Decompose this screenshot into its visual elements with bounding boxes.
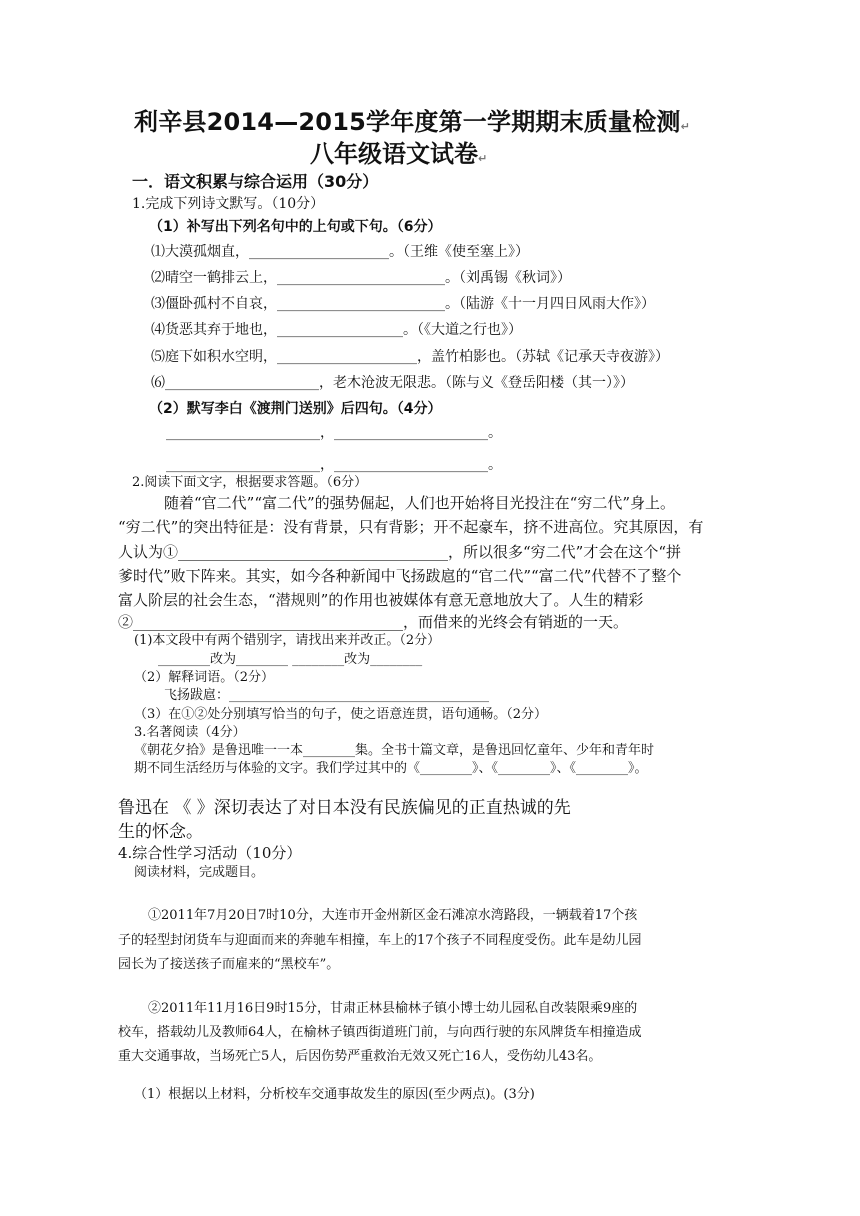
q4-material2-line-2: 校车，搭载幼儿及教师64人，在榆林子镇西街道班门前，与向西行驶的东风牌货车相撞造成 bbox=[118, 1025, 642, 1040]
q3-line-2: 期不同生活经历与体验的文字。我们学过其中的《________》、《________》、《________》。 bbox=[134, 761, 648, 776]
q2-heading: 2.阅读下面文字，根据要求答题。（6分） bbox=[132, 475, 368, 490]
q1-line-1: ⑴大漠孤烟直，____________________。（王维《使至塞上》） bbox=[151, 244, 529, 260]
q2-para-line-1: 随着“官二代”“富二代”的强势倔起，人们也开始将目光投注在“穷二代”身上。 bbox=[164, 494, 676, 512]
q2-para-line-6: ②____________________________________，而借来的光终会有销逝的一天。 bbox=[118, 613, 629, 631]
q2-para-line-2: “穷二代”的突出特征是：没有背景，只有背影；开不起豪车，挤不进高位。究其原因，有 bbox=[118, 518, 704, 536]
section1-heading: 一．语文积累与综合运用（30分） bbox=[132, 172, 379, 191]
q2-s3: （3）在①②处分别填写恰当的句子，使之语意连贯，语句通畅。（2分） bbox=[134, 707, 548, 722]
q4-intro: 阅读材料，完成题目。 bbox=[134, 865, 265, 880]
q1-heading: 1.完成下列诗文默写。（10分） bbox=[132, 196, 325, 212]
q1-line-4: ⑷货恶其弃于地也，__________________。（《大道之行也》） bbox=[151, 322, 522, 338]
title-line1: 利辛县2014—2015学年度第一学期期末质量检测 bbox=[134, 108, 681, 136]
q2-para-line-5: 富人阶层的社会生态，“潜规则”的作用也被媒体有意无意地放大了。人生的精彩 bbox=[118, 591, 644, 609]
q3-line-3: 鲁迅在 《 》深切表达了对日本没有民族偏见的正直热诚的先 bbox=[118, 798, 571, 818]
exam-subtitle bbox=[310, 142, 487, 166]
q4-material1-line-1: ①2011年7月20日7时10分，大连市开金州新区金石滩凉水湾路段，一辆载着17个孩 bbox=[148, 908, 638, 923]
q4-material2-line-1: ②2011年11月16日9时15分，甘肃正林县榆林子镇小博士幼儿园私自改装限乘9座的 bbox=[148, 1001, 638, 1016]
q1-line-5: ⑸庭下如积水空明，____________________，盖竹柏影也。（苏轼《记承天寺夜游》） bbox=[151, 349, 669, 365]
paragraph-mark-icon: ↵ bbox=[478, 152, 488, 165]
exam-title bbox=[134, 110, 690, 134]
q1-blank-line-2: ______________________，______________________。 bbox=[166, 457, 502, 473]
q4-heading: 4.综合性学习活动（10分） bbox=[118, 844, 302, 862]
q4-material2-line-3: 重大交通事故，当场死亡5人，后因伤势严重救治无效又死亡16人，受伤幼儿43名。 bbox=[118, 1049, 602, 1064]
q4-material1-line-2: 子的轻型封闭货车与迎面而来的奔驰车相撞，车上的17个孩子不同程度受伤。此车是幼儿园 bbox=[118, 933, 642, 948]
q1-sub1: （1）补写出下列名句中的上句或下句。（6分） bbox=[149, 219, 442, 235]
q1-blank-line-1: ______________________，______________________。 bbox=[166, 425, 502, 441]
q3-heading: 3.名著阅读（4分） bbox=[134, 725, 246, 740]
q2-s1-blanks: ________改为________ ________改为________ bbox=[158, 652, 423, 667]
q1-line-2: ⑵晴空一鹤排云上，________________________。（刘禹锡《秋词》） bbox=[151, 270, 571, 286]
q1-sub2: （2）默写李白《渡荆门送别》后四句。（4分） bbox=[149, 401, 442, 417]
q2-s1: (1)本文段中有两个错别字，请找出来并改正。（2分） bbox=[134, 633, 441, 648]
q3-line-1: 《朝花夕拾》是鲁迅唯一一本________集。全书十篇文章，是鲁迅回忆童年、少年和青年时 bbox=[134, 743, 655, 758]
q1-line-6: ⑹______________________，老木沧波无限悲。（陈与义《登岳阳楼（其一）》） bbox=[151, 375, 634, 391]
q4-sub1: （1）根据以上材料，分析校车交通事故发生的原因(至少两点)。(3分) bbox=[134, 1087, 535, 1102]
q2-s2-term: 飞扬跋扈：________________________________________ bbox=[164, 688, 490, 703]
q3-line-4: 生的怀念。 bbox=[118, 822, 203, 842]
q2-para-line-3: 人认为①____________________________________，所以很多“穷二代”才会在这个“拼 bbox=[118, 543, 682, 561]
title-line2: 八年级语文试卷 bbox=[310, 140, 478, 168]
q2-para-line-4: 爹时代”败下阵来。其实，如今各种新闻中飞扬跋扈的“官二代”“富二代”代替不了整个 bbox=[118, 567, 682, 585]
q2-s2: （2）解释词语。（2分） bbox=[134, 670, 275, 685]
paragraph-mark-icon: ↵ bbox=[680, 120, 691, 133]
q4-material1-line-3: 园长为了接送孩子而雇来的“黑校车”。 bbox=[118, 957, 340, 972]
q1-line-3: ⑶僵卧孤村不自哀，________________________。（陆游《十一月四日风雨大作》） bbox=[151, 296, 655, 312]
